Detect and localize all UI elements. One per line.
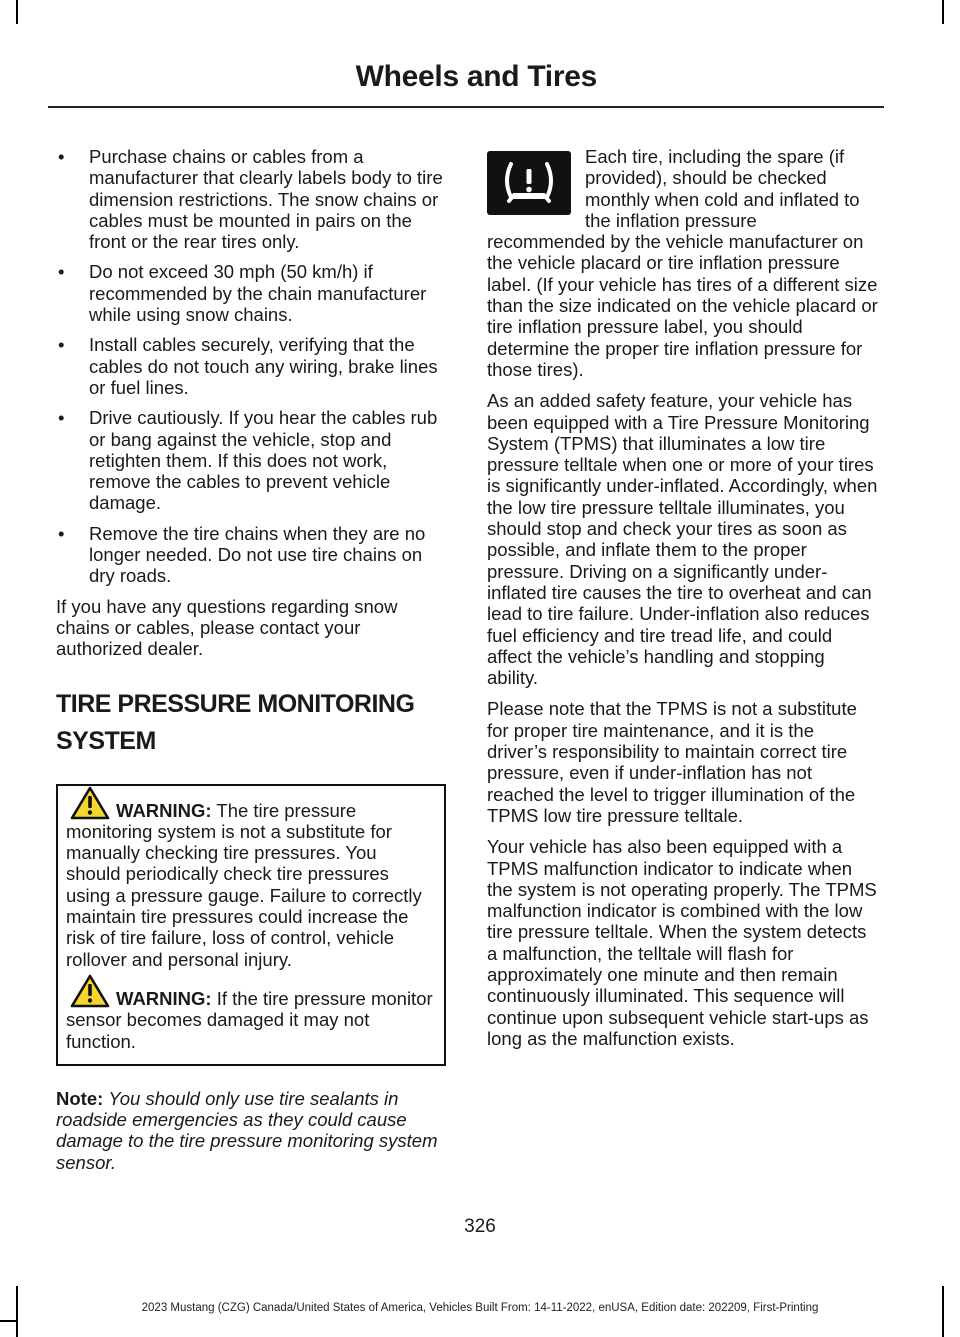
list-item: • Install cables securely, verifying that the cables do not touch any wiring, brake lines or fuel lines.	[58, 334, 438, 398]
list-item: • Drive cautiously. If you hear the cables rub or bang against the vehicle, stop and retighten them. If this does not work, remove the cables to prevent vehicle damage.	[58, 407, 438, 514]
tire-pressure-warning-icon	[487, 151, 571, 215]
bullet-icon: •	[58, 146, 65, 167]
warning-text: The tire pressure monitoring system is not a substitute for manually checking tire pressures. You should periodically check tire pressures using a pressure gauge. Failure to correctly maintain tire pressures could increase the risk of tire failure, loss of control, vehicle rollover and personal injury.	[66, 799, 422, 970]
tpms-intro	[487, 146, 879, 380]
paragraph: As an added safety feature, your vehicle has been equipped with a Tire Pressure Monitoring System (TPMS) that illuminates a low tire pressure telltale when one or more of your tires is significantly under-inflated. Accordingly, when the low tire pressure telltale illuminates, you should stop and check your tires as soon as possible, and inflate them to the proper pressure. Driving on a significantly under-inflated tire causes the tire to overheat and can lead to tire failure. Under-inflation also reduces fuel efficiency and tire tread life, and could affect the vehicle’s handling and stopping ability.	[487, 390, 878, 689]
bullet-icon: •	[58, 334, 65, 356]
warning-1	[66, 800, 436, 970]
warning-label: WARNING:	[116, 799, 212, 821]
note	[56, 1088, 446, 1173]
paragraph: Each tire, including the spare (if provided), should be checked monthly when cold and inflated to the inflation pressure recommended by the vehicle manufacturer on the vehicle placard or tire inflation pressure label. (If your vehicle has tires of a different size than the size indicated on the vehicle placard or tire inflation pressure label, you should determine the proper tire inflation pressure for those tires).	[487, 146, 878, 380]
crop-mark-top-right	[942, 0, 944, 24]
edition-info: 2023 Mustang (CZG) Canada/United States of America, Vehicles Built From: 14-11-2022, enUSA, Edition date: 202209, First-Printing	[141, 1302, 819, 1314]
list-item: • Remove the tire chains when they are no longer needed. Do not use tire chains on dry roads.	[58, 522, 426, 587]
snow-chain-bullets	[56, 146, 446, 587]
right-column	[487, 146, 879, 1059]
note-text: You should only use tire sealants in roadside emergencies as they could cause damage to the tire pressure monitoring system sensor.	[56, 1087, 438, 1173]
dealer-contact-paragraph: If you have any questions regarding snow chains or cables, please contact your authorized dealer.	[56, 595, 398, 660]
section-heading: TIRE PRESSURE MONITORING SYSTEM	[56, 689, 415, 755]
warning-label: WARNING:	[116, 987, 212, 1009]
bullet-icon: •	[58, 407, 65, 429]
warning-triangle-icon	[70, 974, 110, 1008]
note-label: Note:	[56, 1087, 104, 1109]
crop-mark-top-left	[16, 0, 18, 24]
bullet-icon: •	[58, 261, 65, 283]
crop-mark-bottom-left-h	[0, 1320, 16, 1322]
warning-2	[66, 988, 436, 1052]
paragraph: Your vehicle has also been equipped with a TPMS malfunction indicator to indicate when the system is not operating properly. The TPMS malfunction indicator is combined with the low tire pressure telltale. When the system detects a malfunction, the telltale will flash for approximately one minute and then remain continuously illuminated. This sequence will continue upon subsequent vehicle start-ups as long as the malfunction exists.	[487, 836, 877, 1049]
list-item: • Do not exceed 30 mph (50 km/h) if recommended by the chain manufacturer while using snow chains.	[58, 261, 427, 326]
warning-text: If the tire pressure monitor sensor becomes damaged it may not function.	[66, 987, 433, 1052]
warning-triangle-icon	[70, 786, 110, 820]
list-item: • Purchase chains or cables from a manufacturer that clearly labels body to tire dimension restrictions. The snow chains or cables must be mounted in pairs on the front or the rear tires only.	[58, 146, 443, 253]
warning-box	[56, 784, 446, 1066]
header-rule	[48, 106, 884, 108]
page-number: 326	[464, 1216, 496, 1237]
paragraph: Please note that the TPMS is not a substitute for proper tire maintenance, and it is the driver’s responsibility to maintain correct tire pressure, even if under-inflation has not reached the level to trigger illumination of the TPMS low tire pressure telltale.	[487, 698, 857, 826]
left-column	[56, 146, 446, 1173]
page-title: Wheels and Tires	[355, 60, 597, 93]
bullet-icon: •	[58, 522, 65, 544]
